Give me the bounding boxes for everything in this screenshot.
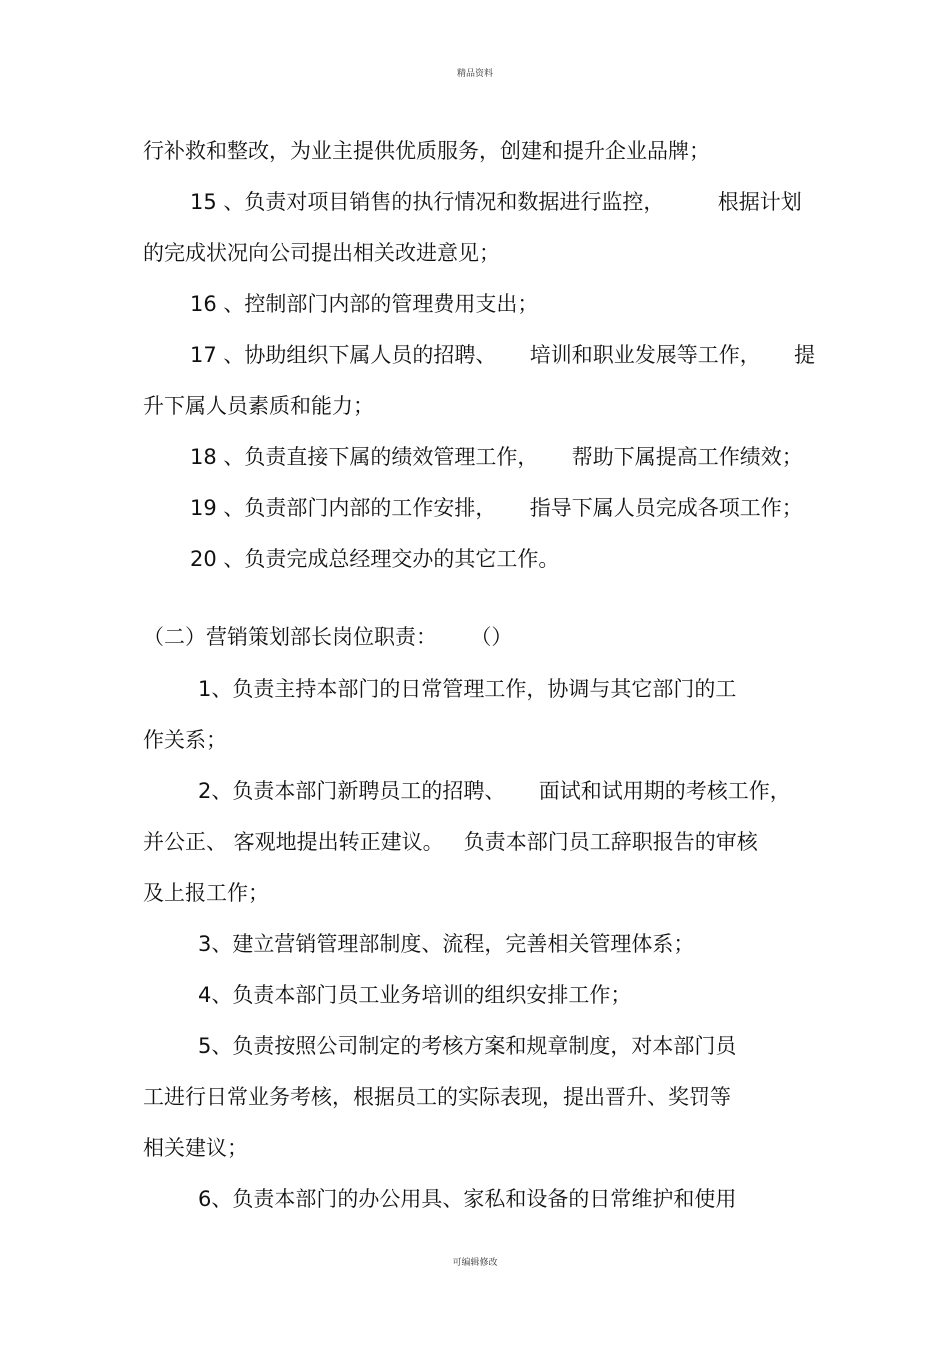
page-footer: 可编辑修改 [452,1258,498,1268]
body-line-4: 16 、控制部门内部的管理费用支出； [190,292,539,316]
body-line-1: 行补救和整改，为业主提供优质服务，创建和提升企业品牌； [143,139,710,163]
body-line-11: 1、负责主持本部门的日常管理工作，协调与其它部门的工 [198,677,737,701]
body-line-16: 3、建立营销管理部制度、流程，完善相关管理体系； [198,932,695,956]
body-line-7: 18 、负责直接下属的绩效管理工作， 帮助下属提高工作绩效； [190,445,803,469]
body-line-8: 19 、负责部门内部的工作安排， 指导下属人员完成各项工作； [190,496,803,520]
body-line-12: 作关系； [143,728,227,752]
body-line-6: 升下属人员素质和能力； [143,394,374,418]
body-line-15: 及上报工作； [143,881,269,905]
body-line-9: 20 、负责完成总经理交办的其它工作。 [190,547,560,571]
body-line-21: 6、负责本部门的办公用具、家私和设备的日常维护和使用 [198,1187,737,1211]
section-heading: （二）营销策划部长岗位职责： （） [143,625,513,649]
body-line-19: 工进行日常业务考核，根据员工的实际表现，提出晋升、奖罚等 [143,1085,731,1109]
body-line-3: 的完成状况向公司提出相关改进意见； [143,241,500,265]
body-line-20: 相关建议； [143,1136,248,1160]
body-line-14: 并公正、 客观地提出转正建议。 负责本部门员工辞职报告的审核 [143,830,758,854]
body-line-17: 4、负责本部门员工业务培训的组织安排工作； [198,983,632,1007]
page-header: 精品资料 [456,69,493,79]
body-line-18: 5、负责按照公司制定的考核方案和规章制度，对本部门员 [198,1034,737,1058]
body-line-5: 17 、协助组织下属人员的招聘、 培训和职业发展等工作， 提 [190,343,816,367]
body-line-2: 15 、负责对项目销售的执行情况和数据进行监控， 根据计划 [190,190,802,214]
body-line-13: 2、负责本部门新聘员工的招聘、 面试和试用期的考核工作， [198,779,791,803]
